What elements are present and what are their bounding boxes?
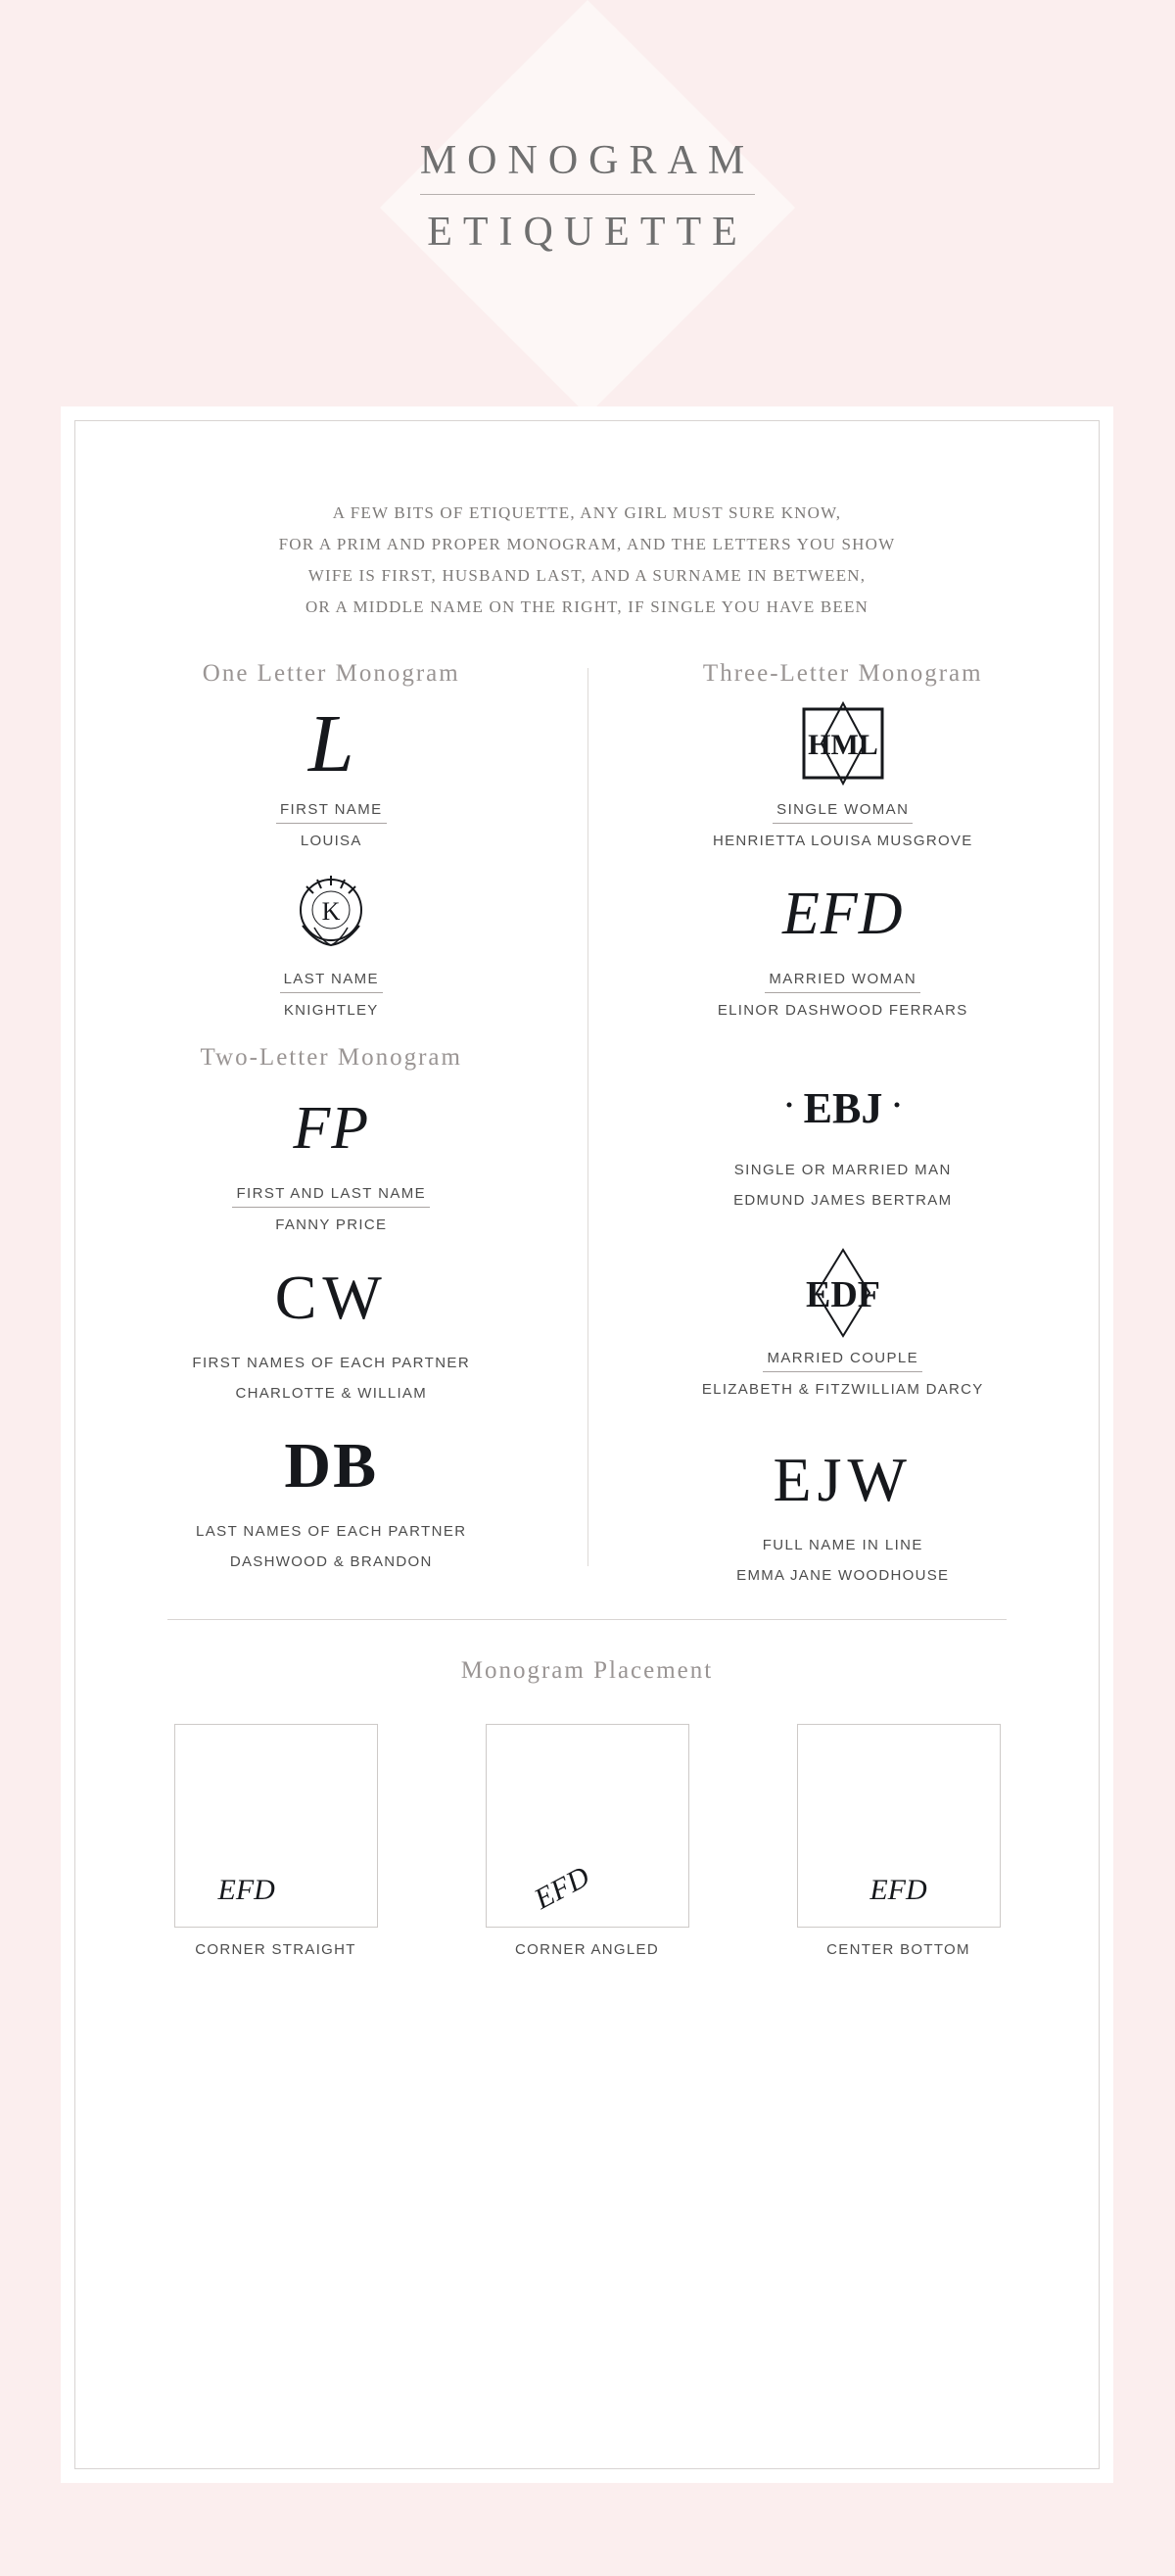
entry-name: LOUISA <box>300 833 362 849</box>
monogram-glyph: EFD <box>528 1860 594 1916</box>
entry-first-name <box>75 697 588 849</box>
svg-text:K: K <box>321 897 341 926</box>
entry-caption: LAST NAMES OF EACH PARTNER <box>196 1523 467 1540</box>
left-column <box>75 660 588 1601</box>
monogram-art-efd <box>588 867 1100 961</box>
placement-row <box>75 1724 1099 1958</box>
monogram-glyph: EBJ <box>803 1084 883 1132</box>
ornate-monogram-icon <box>779 1246 907 1340</box>
poem-line-1: A FEW BITS OF ETIQUETTE, ANY GIRL MUST SURE KNOW, <box>332 503 842 522</box>
entry-last-names-partners <box>75 1419 588 1570</box>
poem-line-4: OR A MIDDLE NAME ON THE RIGHT, IF SINGLE YOU HAVE BEEN <box>305 597 870 616</box>
entry-name: EDMUND JAMES BERTRAM <box>733 1192 953 1209</box>
entry-caption: MARRIED WOMAN <box>765 971 920 993</box>
entry-single-woman <box>588 697 1100 849</box>
circle-crest-icon <box>277 867 385 961</box>
monogram-art-db <box>75 1419 588 1513</box>
entry-name: DASHWOOD & BRANDON <box>229 1553 433 1570</box>
entry-name: CHARLOTTE & WILLIAM <box>235 1385 428 1402</box>
entry-caption: MARRIED COUPLE <box>763 1350 922 1372</box>
entry-first-names-partners <box>75 1251 588 1402</box>
dotted-monogram-icon <box>770 1058 916 1152</box>
entry-name: FANNY PRICE <box>275 1216 388 1233</box>
section-heading-three-letter: Three-Letter Monogram <box>702 660 983 687</box>
monogram-glyph: EJW <box>773 1445 913 1514</box>
monogram-art-cw <box>75 1251 588 1345</box>
monogram-art-hml <box>588 697 1100 791</box>
poem-line-3: WIFE IS FIRST, HUSBAND LAST, AND A SURNAME IN BETWEEN, <box>307 566 867 585</box>
monogram-glyph: EFD <box>217 1874 275 1906</box>
entry-full-name-in-line <box>588 1433 1100 1584</box>
monogram-art-fanny-price <box>75 1081 588 1175</box>
entry-caption: LAST NAME <box>280 971 383 993</box>
entry-caption: FIRST AND LAST NAME <box>232 1185 430 1208</box>
monogram-glyph: FP <box>293 1095 370 1162</box>
framed-monogram-icon <box>784 697 902 791</box>
monogram-glyph: EFD <box>781 881 904 947</box>
placement-center-bottom <box>797 1724 1001 1958</box>
monogram-art-louisa <box>75 697 588 791</box>
entry-name: ELIZABETH & FITZWILLIAM DARCY <box>701 1381 984 1398</box>
monogram-glyph: EDF <box>805 1274 880 1315</box>
entry-caption: FULL NAME IN LINE <box>762 1537 923 1553</box>
entry-married-couple <box>588 1246 1100 1398</box>
section-heading-placement: Monogram Placement <box>460 1657 714 1684</box>
entry-caption: FIRST NAME <box>276 801 387 824</box>
entry-last-name <box>75 867 588 1019</box>
handkerchief-outline <box>797 1724 1001 1928</box>
monogram-glyph: EFD <box>870 1874 927 1906</box>
monogram-art-ejw <box>588 1433 1100 1527</box>
monogram-columns <box>75 660 1099 1601</box>
monogram-glyph: DB <box>284 1430 379 1502</box>
monogram-art-edf <box>588 1246 1100 1340</box>
placement-corner-angled <box>486 1724 689 1958</box>
handkerchief-outline <box>174 1724 378 1928</box>
section-heading-one-letter: One Letter Monogram <box>202 660 460 687</box>
header <box>0 0 1175 392</box>
entry-name: KNIGHTLEY <box>283 1002 379 1019</box>
poem <box>75 498 1099 623</box>
entry-first-and-last-name <box>75 1081 588 1233</box>
entry-name: HENRIETTA LOUISA MUSGROVE <box>712 833 973 849</box>
monogram-art-knightley <box>75 867 588 961</box>
content-card <box>61 406 1113 2483</box>
monogram-art-ebj <box>588 1058 1100 1152</box>
poem-line-2: FOR A PRIM AND PROPER MONOGRAM, AND THE LETTERS YOU SHOW <box>278 535 896 553</box>
placement-caption: CENTER BOTTOM <box>826 1941 970 1958</box>
entry-single-or-married-man <box>588 1058 1100 1209</box>
page-title-line1: MONOGRAM <box>420 137 755 195</box>
monogram-glyph: CW <box>274 1263 388 1332</box>
monogram-glyph: HML <box>807 729 878 761</box>
section-divider <box>167 1619 1007 1620</box>
section-heading-two-letter: Two-Letter Monogram <box>200 1044 462 1071</box>
entry-caption: FIRST NAMES OF EACH PARTNER <box>192 1355 471 1371</box>
monogram-glyph: L <box>307 698 354 789</box>
handkerchief-outline <box>486 1724 689 1928</box>
entry-name: EMMA JANE WOODHOUSE <box>736 1567 950 1584</box>
page-title-line2: ETIQUETTE <box>427 210 748 255</box>
entry-caption: SINGLE OR MARRIED MAN <box>733 1162 952 1178</box>
placement-caption: CORNER ANGLED <box>515 1941 659 1958</box>
entry-name: ELINOR DASHWOOD FERRARS <box>717 1002 968 1019</box>
right-column <box>588 660 1100 1601</box>
header-text <box>0 137 1175 256</box>
entry-caption: SINGLE WOMAN <box>773 801 913 824</box>
placement-corner-straight <box>174 1724 378 1958</box>
entry-married-woman <box>588 867 1100 1019</box>
content-card-border <box>74 420 1100 2469</box>
placement-caption: CORNER STRAIGHT <box>195 1941 356 1958</box>
